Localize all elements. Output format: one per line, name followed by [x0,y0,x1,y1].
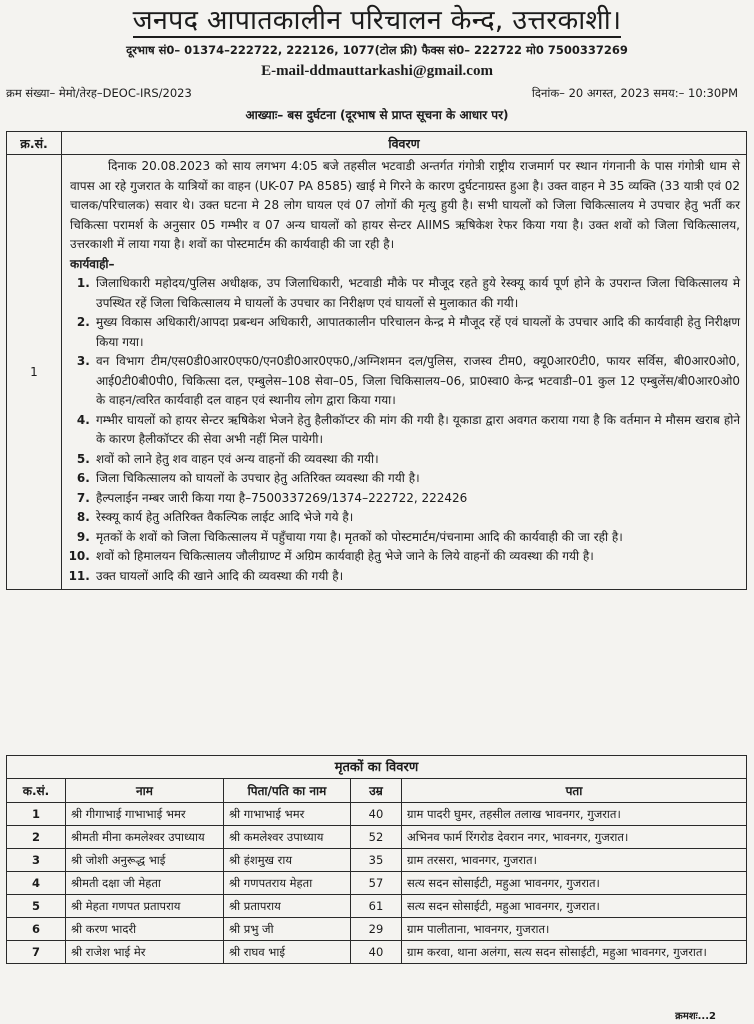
cell-address: सत्य सदन सोसाईटी, महुआ भावनगर, गुजरात। [402,872,747,895]
action-item: 6. जिला चिकित्सालय को घायलों के उपचार हेतु अतिरिक्त व्यवस्था की गयी है। [94,469,740,489]
sn-header: क.सं. [7,779,66,803]
actions-heading: कार्यवाही– [70,256,115,271]
action-item: 1. जिलाधिकारी महोदय/पुलिस अधीक्षक, उप जिलाधिकारी, भटवाडी मौके पर मौजूद रहते हुये रेस्क्यू कार्य पूर्ण होने के उपरान्त जिला चिकित्सालय मे उपस्थित रहें जिला चिकित्सालय मे घायलों के उपचार का निरीक्षण एवं घायलों से मुलाकात की गयी। [94,274,740,313]
action-item: 8. रेस्क्यू कार्य हेतु अतिरिक्त वैकल्पिक लाईट आदि भेजे गये है। [94,508,740,528]
cell-age: 52 [351,826,402,849]
cell-father: श्री गाभाभाई भमर [224,803,351,826]
name-header: नाम [66,779,224,803]
details-header: विवरण [62,132,747,155]
table-row [7,918,747,941]
cell-address: ग्राम करवा, थाना अलंगा, सत्य सदन सोसाईटी, महुआ भावनगर, गुजरात। [402,941,747,964]
row-sn: 1 [7,155,62,590]
table-header-row [7,132,747,155]
table-row [7,941,747,964]
cell-age: 40 [351,803,402,826]
action-item: 3. वन विभाग टीम/एस0डी0आर0एफ0/एन0डी0आर0एफ0,/अग्निशमन दल/पुलिस, राजस्व टीम0, क्यू0आर0टी0, फायर सर्विस, बी0आर0ओ0, आई0टी0बी0पी0, चिकित्सा दल, एम्बुलेस–108 सेवा–05, जिला चिकिसालय–06, प्रा0स्वा0 केन्द्र भटवाडी–01 कुल 12 एम्बुलेंस/बी0आर0ओ0 के वाहन/त्वरित कार्यवाही दल वाहन एवं स्थानीय लोग द्वारा किया गया। [94,352,740,411]
cell-sn: 7 [7,941,66,964]
cell-age: 35 [351,849,402,872]
cell-name: श्री गीगाभाई गाभाभाई भमर [66,803,224,826]
cell-name: श्रीमती दक्षा जी मेहता [66,872,224,895]
cell-sn: 5 [7,895,66,918]
cell-father: श्री कमलेश्वर उपाध्याय [224,826,351,849]
reference-number: क्रम संख्या– मेमो/तेरह–DEOC-IRS/2023 [6,86,192,100]
cell-name: श्री करण भादरी [66,918,224,941]
cell-address: ग्राम तरसरा, भावनगर, गुजरात। [402,849,747,872]
actions-list [70,274,740,586]
action-item: 5. शवों को लाने हेतु शव वाहन एवं अन्य वाहनों की व्यवस्था की गयी। [94,450,740,470]
cell-address: सत्य सदन सोसाईटी, महुआ भावनगर, गुजरात। [402,895,747,918]
cell-age: 57 [351,872,402,895]
table-header-row [7,779,747,803]
cell-sn: 2 [7,826,66,849]
table-row [7,803,747,826]
report-subject: आख्याः– बस दुर्घटना (दूरभाष से प्राप्त सूचना के आधार पर) [245,108,509,122]
cell-address: अभिनव फार्म रिंगरोड देवरान नगर, भावनगर, गुजरात। [402,826,747,849]
deceased-title-row [7,756,747,779]
incident-description [62,155,747,590]
table-row [7,826,747,849]
cell-father: श्री गणपतराय मेहता [224,872,351,895]
office-title: जनपद आपातकालीन परिचालन केन्द, उत्तरकाशी। [132,5,622,36]
deceased-table [6,755,747,964]
address-header: पता [402,779,747,803]
cell-name: श्री जोशी अनुरूद्ध भाई [66,849,224,872]
action-item: 9. मृतकों के शवों को जिला चिकित्सालय में पहुँचाया गया है। मृतकों को पोस्टमार्टम/पंचनामा आदि की कार्यवाही की जा रही है। [94,528,740,548]
sn-header: क्र.सं. [7,132,62,155]
cell-age: 40 [351,941,402,964]
deceased-title: मृतकों का विवरण [7,756,747,779]
cell-father: श्री हंशमुख राय [224,849,351,872]
cell-father: श्री प्रतापराय [224,895,351,918]
cell-sn: 1 [7,803,66,826]
action-item: 7. हैल्पलाईन नम्बर जारी किया गया है–7500337269/1374–222722, 222426 [94,489,740,509]
action-item: 2. मुख्य विकास अधिकारी/आपदा प्रबन्धन अधिकारी, आपातकालीन परिचालन केन्द्र मे मौजूद रहें एवं घायलों के उपचार आदि की कार्यवाही हेतु निरीक्षण किया गया। [94,313,740,352]
contact-numbers: दूरभाष सं0– 01374–222722, 222126, 1077(टोल फ्री) फैक्स सं0– 222722 मो0 7500337269 [126,43,628,57]
continued-marker: क्रमशः...2 [675,1011,716,1022]
age-header: उम्र [351,779,402,803]
cell-age: 29 [351,918,402,941]
cell-father: श्री प्रभु जी [224,918,351,941]
table-row [7,872,747,895]
email-address: E-mail-ddmauttarkashi@gmail.com [261,63,493,79]
table-row [7,155,747,590]
cell-sn: 3 [7,849,66,872]
cell-sn: 6 [7,918,66,941]
incident-details-table [6,131,747,590]
incident-paragraph: दिनाक 20.08.2023 को साय लगभग 4:05 बजे तहसील भटवाडी अन्तर्गत गंगोत्री राष्ट्रीय राजमार्ग पर स्थान गंगनानी के पास गंगोत्री धाम से वापस आ रहे गुजरात के यात्रियों का वाहन (UK-07 PA 8585) खाई मे गिरने के कारण दुर्घटनाग्रस्त हुआ है। उक्त वाहन मे 35 व्यक्ति (33 यात्री एवं 02 चालक/परिचालक) सवार थे। उक्त घटना मे 28 लोग घायल एवं 07 लोगों की मृत्यु हुयी है। सभी घायलों को जिला चिकित्सालय मे उपचार हेतु भर्ती कर चिकित्सा परामर्श के अनुसार 05 गम्भीर व 07 अन्य घायलों को हायर सेन्टर AIIMS ऋषिकेश रेफर किया गया है। उक्त शवों को जिला चिकित्सालय, उत्तरकाशी में लाया गया है। शवों का पोस्टमार्टम की कार्यवाही की जा रही है। [70,159,740,251]
cell-name: श्री राजेश भाई मेर [66,941,224,964]
action-item: 10. शवों को हिमालयन चिकित्सालय जौलीग्राण्ट में अग्रिम कार्यवाही हेतु भेजे जाने के लिये वाहनों की व्यवस्था की गयी है। [94,547,740,567]
cell-name: श्री मेहता गणपत प्रतापराय [66,895,224,918]
father-header: पिता/पति का नाम [224,779,351,803]
table-row [7,849,747,872]
cell-father: श्री राघव भाई [224,941,351,964]
cell-name: श्रीमती मीना कमलेश्वर उपाध्याय [66,826,224,849]
cell-sn: 4 [7,872,66,895]
date-time: दिनांक– 20 अगस्त, 2023 समय:– 10:30PM [531,86,738,100]
cell-address: ग्राम पादरी घुमर, तहसील तलाख भावनगर, गुजरात। [402,803,747,826]
table-row [7,895,747,918]
action-item: 11. उक्त घायलों आदि की खाने आदि की व्यवस्था की गयी है। [94,567,740,587]
cell-age: 61 [351,895,402,918]
action-item: 4. गम्भीर घायलों को हायर सेन्टर ऋषिकेश भेजने हेतु हैलीकॉप्टर की मांग की गयी है। यूकाडा द्वारा अवगत कराया गया है कि वर्तमान मे मौसम खराब होने के कारण हैलीकॉप्टर की सेवा अभी नहीं मिल पायेगी। [94,411,740,450]
cell-address: ग्राम पालीताना, भावनगर, गुजरात। [402,918,747,941]
